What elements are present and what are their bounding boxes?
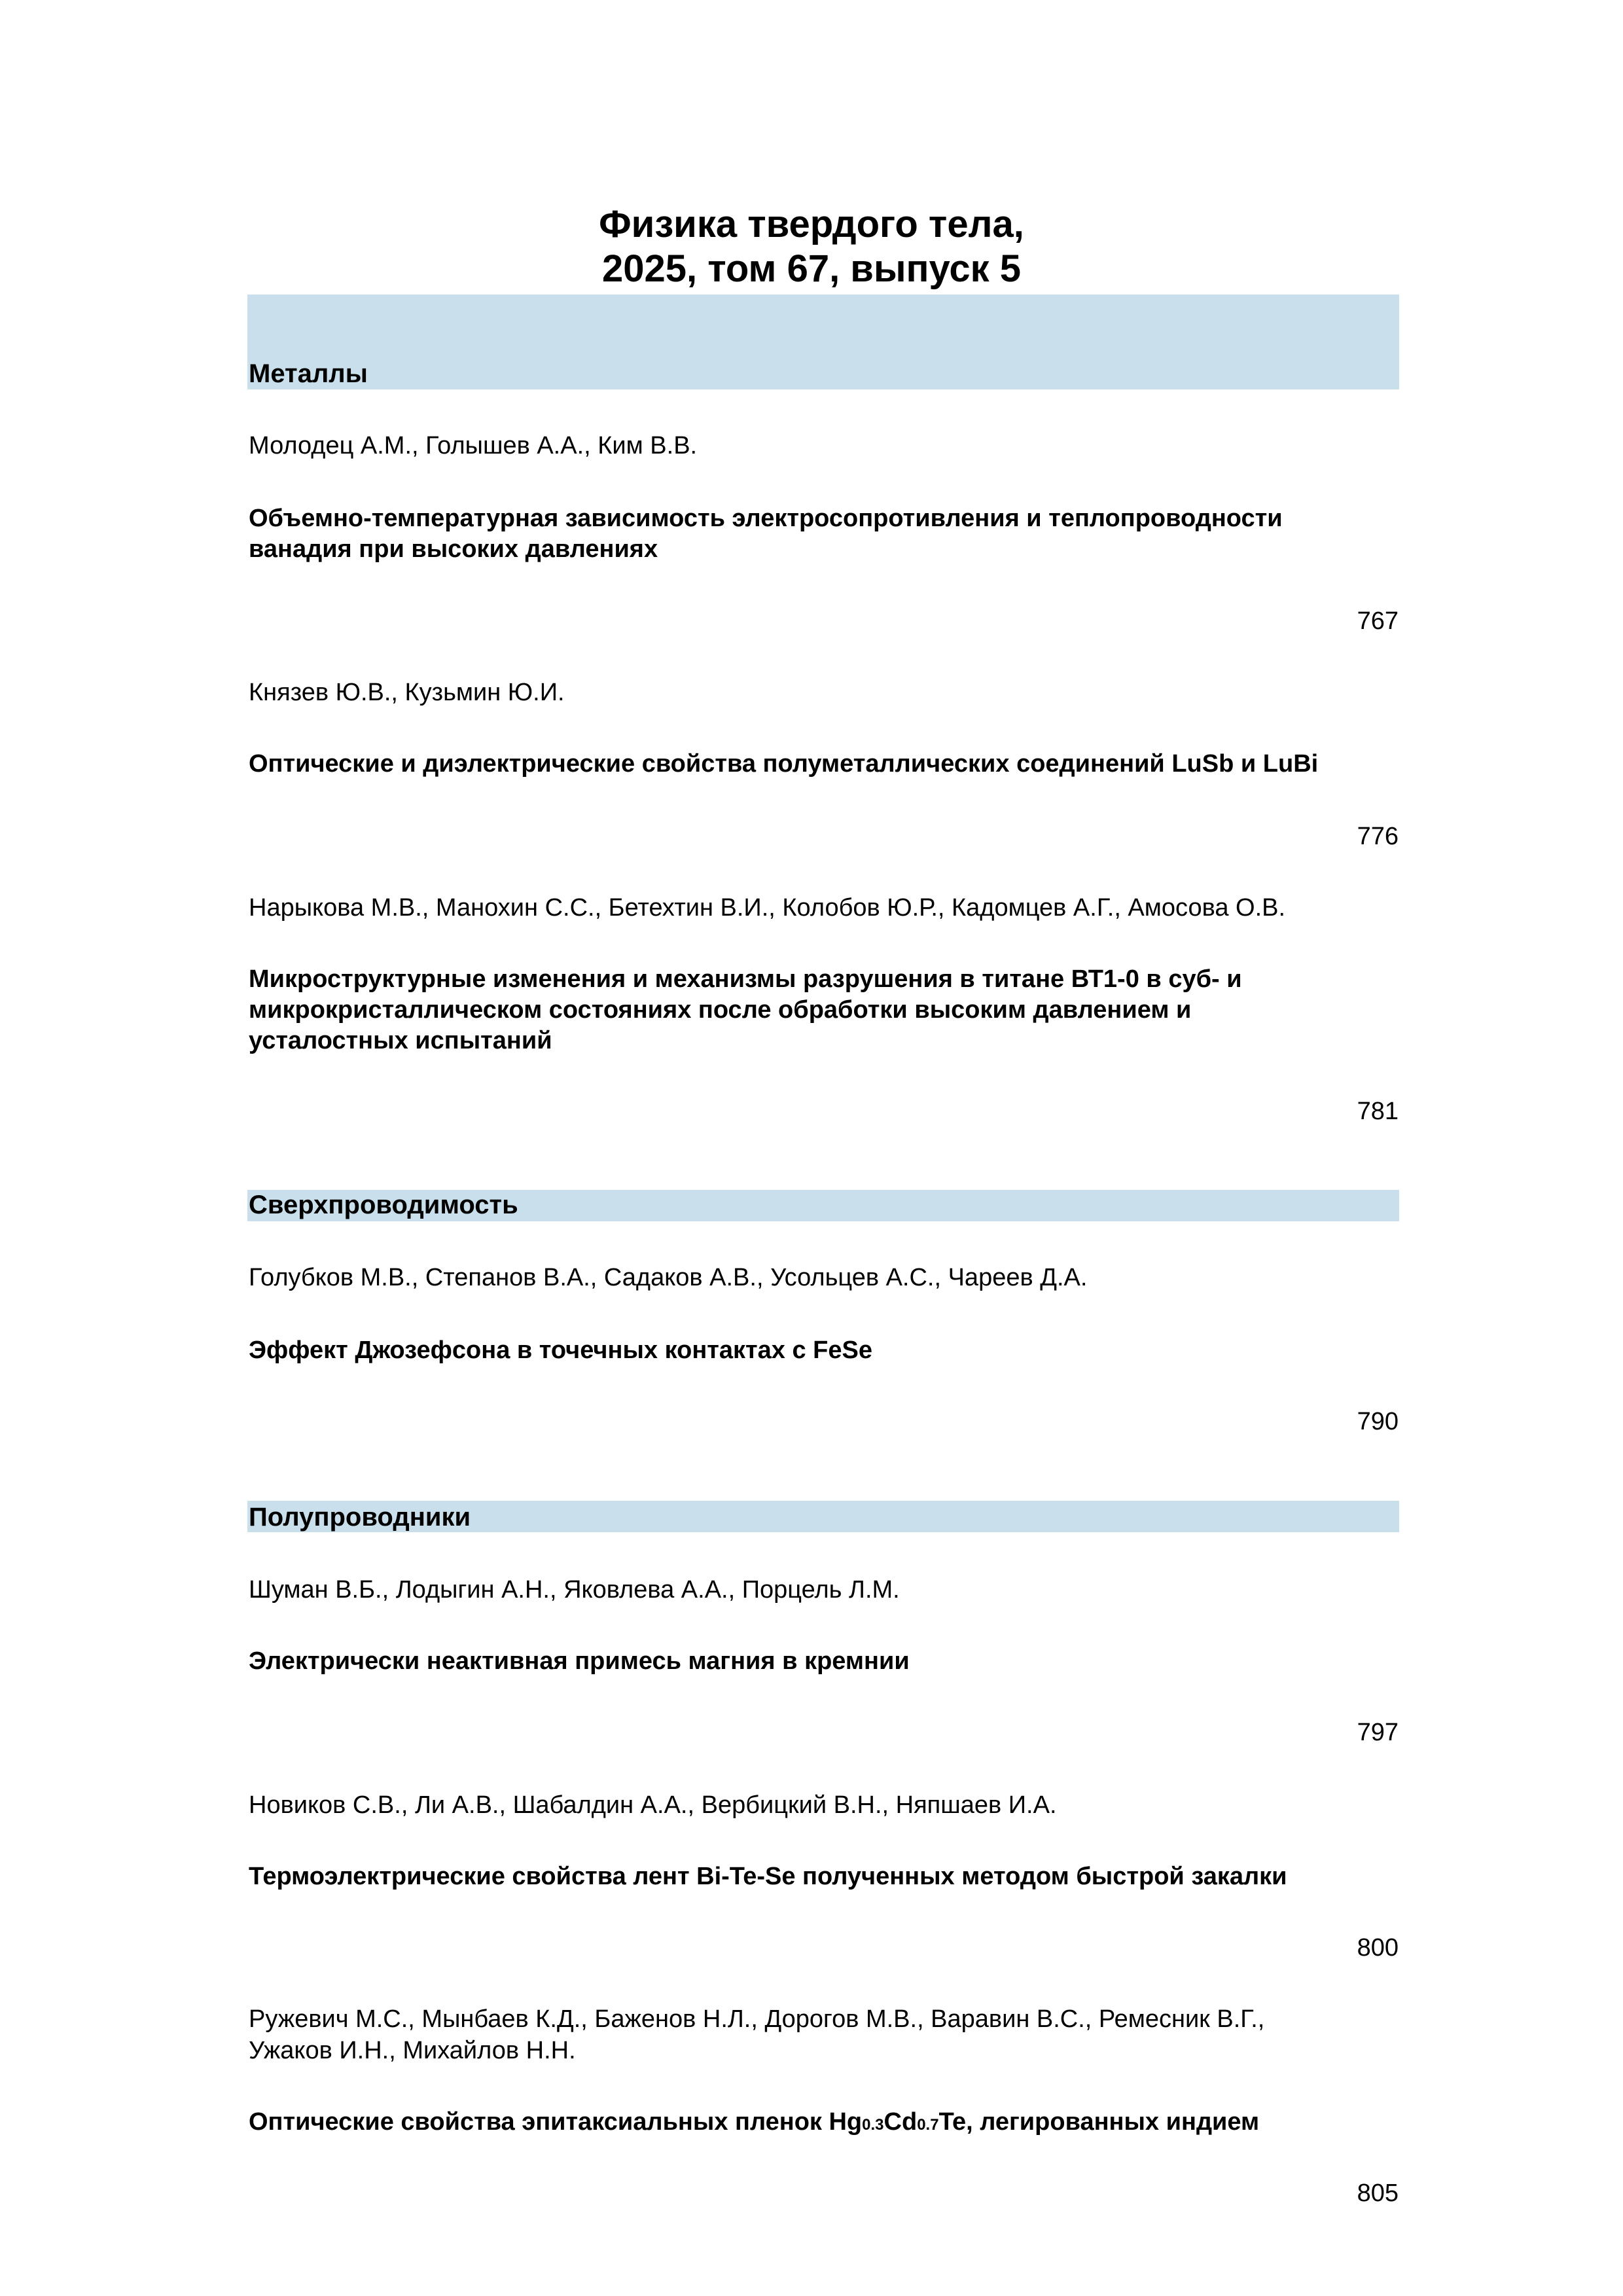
article-title[interactable] [249, 2107, 1399, 2140]
subscript: 0.3 [862, 2116, 884, 2134]
article-title[interactable]: Микроструктурные изменения и механизмы разрушения в титане ВТ1-0 в суб- и [249, 965, 1242, 993]
article-title[interactable]: Объемно-температурная зависимость электросопротивления и теплопроводности [249, 505, 1283, 532]
page-number: 767 [1357, 607, 1399, 635]
article-authors: Голубков М.В., Степанов В.А., Садаков А.В., Усольцев А.С., Чареев Д.А. [249, 1264, 1088, 1291]
article-title[interactable]: Эффект Джозефсона в точечных контактах с FeSe [249, 1336, 872, 1364]
article-authors: Князев Ю.В., Кузьмин Ю.И. [249, 679, 565, 706]
article-title-cont[interactable]: усталостных испытаний [249, 1027, 552, 1054]
article-title-cont[interactable]: ванадия при высоких давлениях [249, 535, 658, 563]
section-heading-semiconductors: Полупроводники [249, 1503, 471, 1532]
article-authors: Новиков С.В., Ли А.В., Шабалдин А.А., Вербицкий В.Н., Няпшаев И.А. [249, 1791, 1057, 1819]
article-authors-cont: Ужаков И.Н., Михайлов Н.Н. [249, 2037, 576, 2064]
article-title-cont[interactable]: микрокристаллическом состояниях после обработки высоким давлением и [249, 996, 1192, 1024]
section-heading-superconductivity: Сверхпроводимость [249, 1191, 518, 1219]
article-authors: Молодец А.М., Голышев А.А., Ким В.В. [249, 432, 698, 459]
article-title[interactable]: Электрически неактивная примесь магния в кремнии [249, 1647, 910, 1675]
page-number: 776 [1357, 823, 1399, 850]
section-heading-metals: Металлы [249, 359, 368, 388]
article-title[interactable]: Термоэлектрические свойства лент Bi-Te-Se полученных методом быстрой закалки [249, 1863, 1287, 1890]
article-authors: Ружевич М.С., Мынбаев К.Д., Баженов Н.Л., Дорогов М.В., Варавин В.С., Ремесник В.Г., [249, 2005, 1265, 2033]
title-text: Te, легированных индием [938, 2108, 1260, 2136]
page-number: 800 [1357, 1934, 1399, 1962]
title-text: Оптические свойства эпитаксиальных пленок Hg [249, 2108, 863, 2136]
title-line-2: 2025, том 67, выпуск 5 [601, 247, 1021, 290]
subscript: 0.7 [917, 2116, 939, 2134]
page-number: 797 [1357, 1719, 1399, 1746]
page-number: 781 [1357, 1098, 1399, 1125]
title-line-1: Физика твердого тела, [599, 203, 1024, 245]
article-authors: Нарыкова М.В., Манохин С.С., Бетехтин В.И., Колобов Ю.Р., Кадомцев А.Г., Амосова О.В. [249, 894, 1286, 922]
page-number: 805 [1357, 2179, 1399, 2207]
page-number: 790 [1357, 1408, 1399, 1435]
title-text: Cd [883, 2108, 918, 2136]
article-title[interactable]: Оптические и диэлектрические свойства полуметаллических соединений LuSb и LuBi [249, 750, 1319, 778]
article-authors: Шуман В.Б., Лодыгин А.Н., Яковлева А.А., Порцель Л.М. [249, 1576, 900, 1604]
